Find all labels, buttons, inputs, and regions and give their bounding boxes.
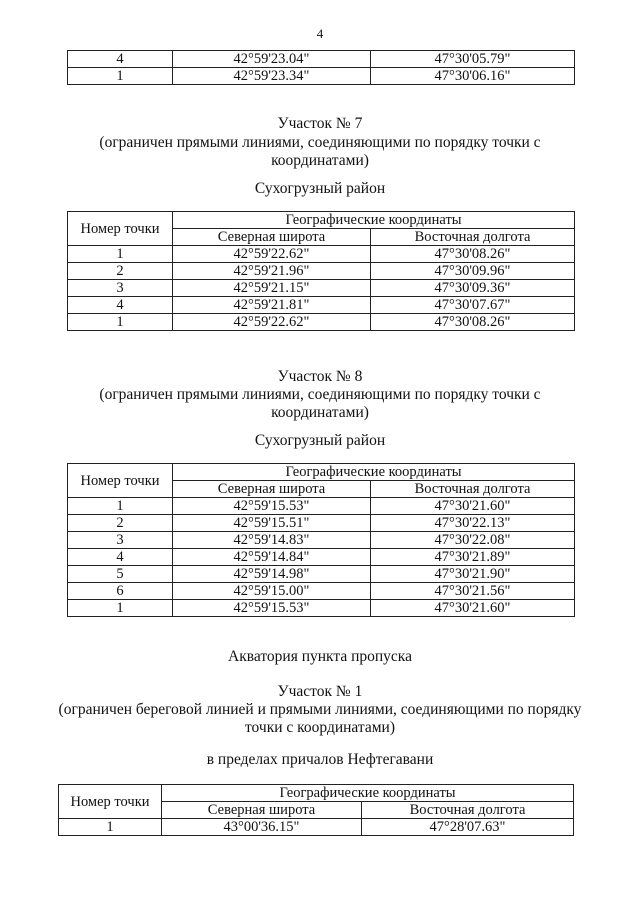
table-row [68,51,575,68]
latitude-cell: 42°59'15.51" [173,515,371,532]
table-row [68,566,575,583]
geo-coords-header: Географические координаты [173,464,575,481]
latitude-cell: 42°59'15.00" [173,583,371,600]
point-number-cell: 1 [68,600,173,617]
latitude-cell: 42°59'15.53" [173,600,371,617]
table-row [68,297,575,314]
point-number-cell: 2 [68,263,173,280]
section-8-title: Участок № 8 [277,368,363,385]
latitude-cell: 42°59'14.84" [173,549,371,566]
latitude-cell: 42°59'21.81" [173,297,371,314]
table-header-row [68,212,575,229]
point-number-header: Номер точки [68,464,173,498]
longitude-cell: 47°30'21.60" [371,498,575,515]
longitude-cell: 47°30'22.13" [371,515,575,532]
latitude-cell: 42°59'23.34" [173,68,371,85]
point-number-cell: 1 [68,498,173,515]
point-number-cell: 4 [68,51,173,68]
section-8-description-line1: (ограничен прямыми линиями, соединяющими по порядку точки с [99,386,541,403]
table-row [68,600,575,617]
latitude-cell: 42°59'21.96" [173,263,371,280]
table-row [68,263,575,280]
table-row [59,819,574,836]
coords-table-continued [67,50,575,85]
section-7-district: Сухогрузный район [254,180,386,197]
section-7-title: Участок № 7 [277,115,363,132]
latitude-cell: 43°00'36.15" [162,819,362,836]
longitude-cell: 47°28'07.63" [362,819,574,836]
longitude-header: Восточная долгота [371,229,575,246]
point-number-cell: 2 [68,515,173,532]
longitude-cell: 47°30'21.90" [371,566,575,583]
section-1-district: в пределах причалов Нефтегавани [206,751,434,768]
latitude-header: Северная широта [162,802,362,819]
latitude-header: Северная широта [173,229,371,246]
geo-coords-header: Географические координаты [173,212,575,229]
latitude-cell: 42°59'22.62" [173,314,371,331]
point-number-cell: 3 [68,532,173,549]
longitude-cell: 47°30'08.26" [371,314,575,331]
table-row [68,532,575,549]
section-8-coords-table [67,463,575,617]
table-row [68,583,575,600]
longitude-cell: 47°30'06.16" [371,68,575,85]
section-8-district: Сухогрузный район [254,432,386,449]
table-row [68,498,575,515]
latitude-cell: 42°59'15.53" [173,498,371,515]
section-1-description-line1: (ограничен береговой линией и прямыми линиями, соединяющими по порядку [58,701,582,718]
point-number-cell: 1 [68,68,173,85]
point-number-cell: 5 [68,566,173,583]
point-number-cell: 1 [68,246,173,263]
longitude-header: Восточная долгота [362,802,574,819]
point-number-header: Номер точки [59,785,162,819]
aquatorium-heading: Акватория пункта пропуска [228,648,412,665]
longitude-cell: 47°30'21.89" [371,549,575,566]
section-7-coords-table [67,211,575,331]
longitude-cell: 47°30'21.56" [371,583,575,600]
longitude-cell: 47°30'21.60" [371,600,575,617]
section-1-title: Участок № 1 [277,683,363,700]
longitude-cell: 47°30'22.08" [371,532,575,549]
latitude-cell: 42°59'14.98" [173,566,371,583]
latitude-cell: 42°59'23.04" [173,51,371,68]
longitude-cell: 47°30'07.67" [371,297,575,314]
point-number-cell: 1 [59,819,162,836]
longitude-cell: 47°30'08.26" [371,246,575,263]
latitude-cell: 42°59'14.83" [173,532,371,549]
latitude-header: Северная широта [173,481,371,498]
geo-coords-header: Географические координаты [162,785,574,802]
point-number-header: Номер точки [68,212,173,246]
table-row [68,515,575,532]
longitude-cell: 47°30'05.79" [371,51,575,68]
table-row [68,246,575,263]
section-1-description-line2: точки с координатами) [244,719,396,736]
page-number: 4 [316,26,324,41]
longitude-header: Восточная долгота [371,481,575,498]
section-7-description-line1: (ограничен прямыми линиями, соединяющими по порядку точки с [99,134,541,151]
table-row [68,68,575,85]
section-1-coords-table [58,784,574,836]
point-number-cell: 4 [68,549,173,566]
table-row [68,314,575,331]
point-number-cell: 4 [68,297,173,314]
table-row [68,549,575,566]
table-header-row [59,785,574,802]
section-7-description-line2: координатами) [271,152,369,169]
longitude-cell: 47°30'09.36" [371,280,575,297]
section-8-description-line2: координатами) [271,404,369,421]
latitude-cell: 42°59'21.15" [173,280,371,297]
longitude-cell: 47°30'09.96" [371,263,575,280]
point-number-cell: 6 [68,583,173,600]
table-row [68,280,575,297]
point-number-cell: 1 [68,314,173,331]
table-header-row [68,464,575,481]
latitude-cell: 42°59'22.62" [173,246,371,263]
point-number-cell: 3 [68,280,173,297]
